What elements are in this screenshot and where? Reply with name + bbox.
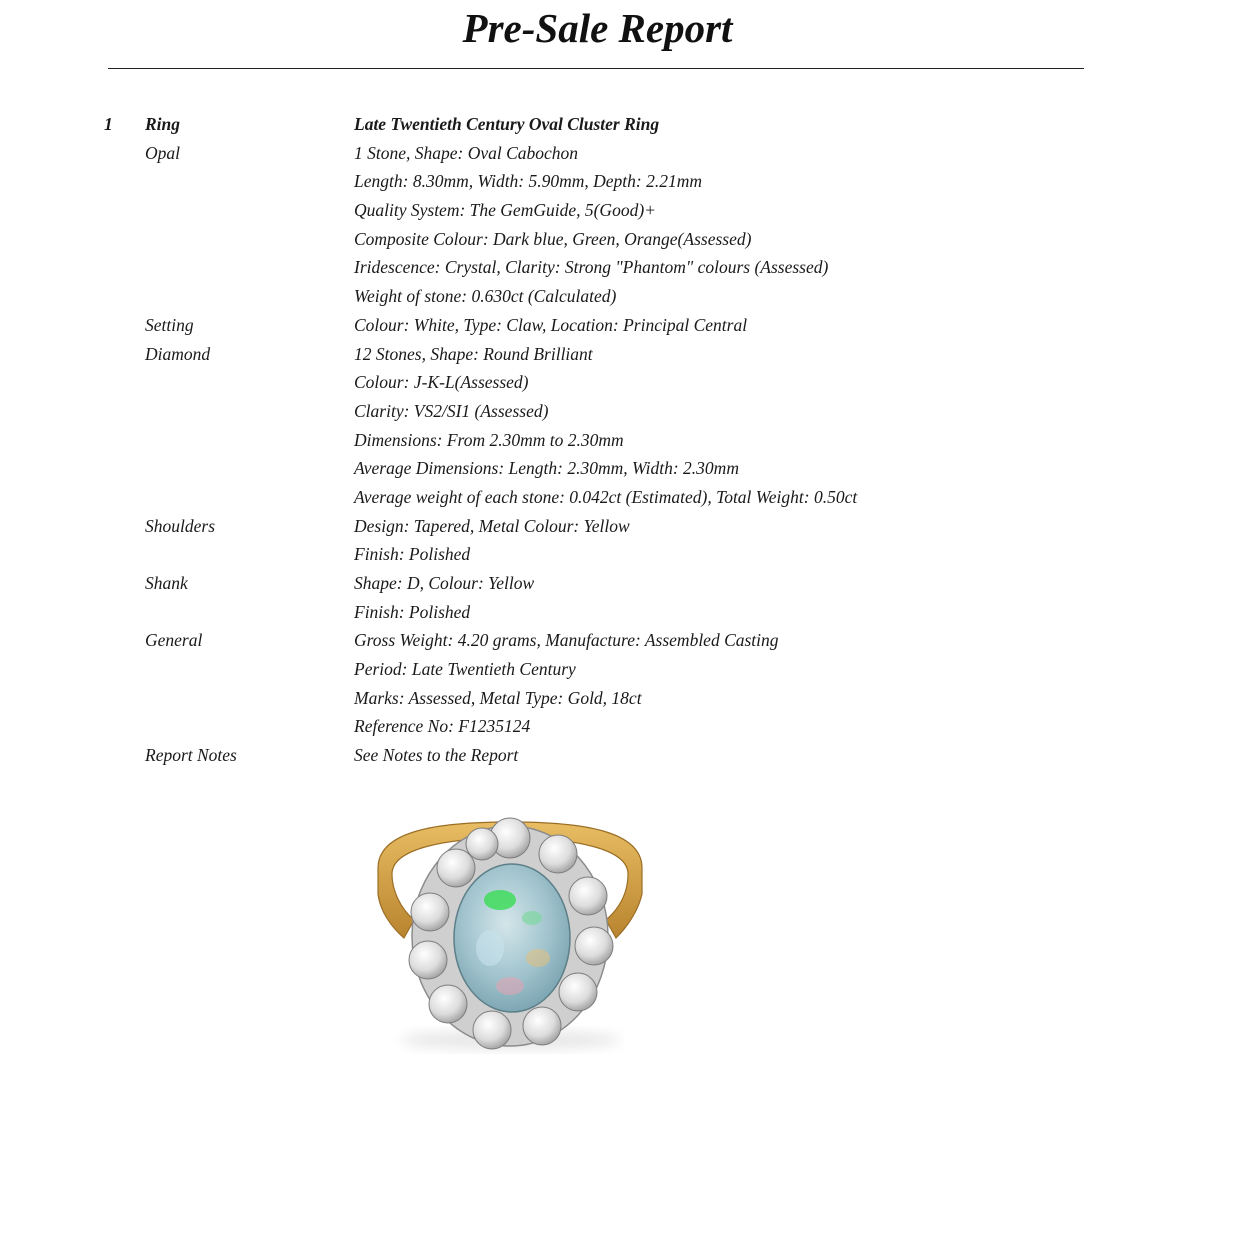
section-value: Reference No: F1235124	[354, 716, 531, 737]
detail-row	[0, 712, 1240, 741]
section-value: Average weight of each stone: 0.042ct (Estimated), Total Weight: 0.50ct	[354, 486, 858, 507]
section-value: Shape: D, Colour: Yellow	[354, 573, 535, 593]
section-label-shank: Shank	[145, 573, 188, 593]
detail-row	[0, 196, 1240, 225]
report-sections	[0, 139, 1240, 770]
detail-row	[0, 368, 1240, 397]
section-value: 1 Stone, Shape: Oval Cabochon	[354, 142, 579, 163]
section-value: Colour: White, Type: Claw, Location: Principal Central	[354, 314, 748, 335]
detail-row	[0, 540, 1240, 569]
detail-row	[0, 454, 1240, 483]
section-value: Finish: Polished	[354, 601, 471, 622]
section-value: See Notes to the Report	[354, 745, 519, 766]
section-value: Dimensions: From 2.30mm to 2.30mm	[354, 429, 624, 450]
title-rule	[108, 68, 1084, 69]
item-description: Late Twentieth Century Oval Cluster Ring	[354, 114, 660, 134]
detail-row	[0, 397, 1240, 426]
section-label-opal: Opal	[145, 142, 180, 163]
detail-row	[0, 655, 1240, 684]
detail-row	[0, 741, 1240, 770]
section-value: Clarity: VS2/SI1 (Assessed)	[354, 400, 549, 421]
detail-row	[0, 483, 1240, 512]
detail-row	[0, 598, 1240, 627]
detail-row	[0, 626, 1240, 655]
section-value: Length: 8.30mm, Width: 5.90mm, Depth: 2.21mm	[354, 171, 703, 192]
section-value: Marks: Assessed, Metal Type: Gold, 18ct	[354, 687, 642, 708]
detail-row	[0, 225, 1240, 254]
section-value: Composite Colour: Dark blue, Green, Orange(Assessed)	[354, 228, 752, 249]
page-title: Pre-Sale Report	[462, 5, 733, 51]
section-label-general: General	[145, 630, 203, 651]
detail-row	[0, 426, 1240, 455]
section-label-setting: Setting	[145, 314, 194, 335]
section-label-diamond: Diamond	[145, 343, 211, 364]
detail-row	[0, 253, 1240, 282]
section-value: Iridescence: Crystal, Clarity: Strong "Phantom" colours (Assessed)	[354, 257, 829, 278]
detail-row	[0, 569, 1240, 598]
detail-row	[0, 139, 1240, 168]
lot-number: 1	[104, 114, 113, 134]
section-value: Gross Weight: 4.20 grams, Manufacture: Assembled Casting	[354, 630, 779, 651]
detail-row	[0, 512, 1240, 541]
section-value: 12 Stones, Shape: Round Brilliant	[354, 343, 593, 364]
detail-row	[0, 167, 1240, 196]
section-value: Quality System: The GemGuide, 5(Good)+	[354, 200, 656, 221]
section-value: Finish: Polished	[354, 544, 471, 565]
detail-row	[0, 282, 1240, 311]
lot-header-row	[0, 110, 1240, 139]
section-value: Period: Late Twentieth Century	[354, 659, 576, 680]
section-value: Design: Tapered, Metal Colour: Yellow	[354, 515, 630, 536]
section-label-report-notes: Report Notes	[145, 745, 237, 766]
detail-row	[0, 684, 1240, 713]
detail-row	[0, 340, 1240, 369]
section-value: Weight of stone: 0.630ct (Calculated)	[354, 286, 617, 307]
ring-photo	[360, 808, 660, 1058]
item-type: Ring	[145, 114, 181, 134]
section-label-shoulders: Shoulders	[145, 515, 215, 536]
detail-row	[0, 311, 1240, 340]
section-value: Colour: J-K-L(Assessed)	[354, 372, 529, 393]
report-body	[0, 110, 1240, 770]
section-value: Average Dimensions: Length: 2.30mm, Width: 2.30mm	[354, 458, 739, 479]
